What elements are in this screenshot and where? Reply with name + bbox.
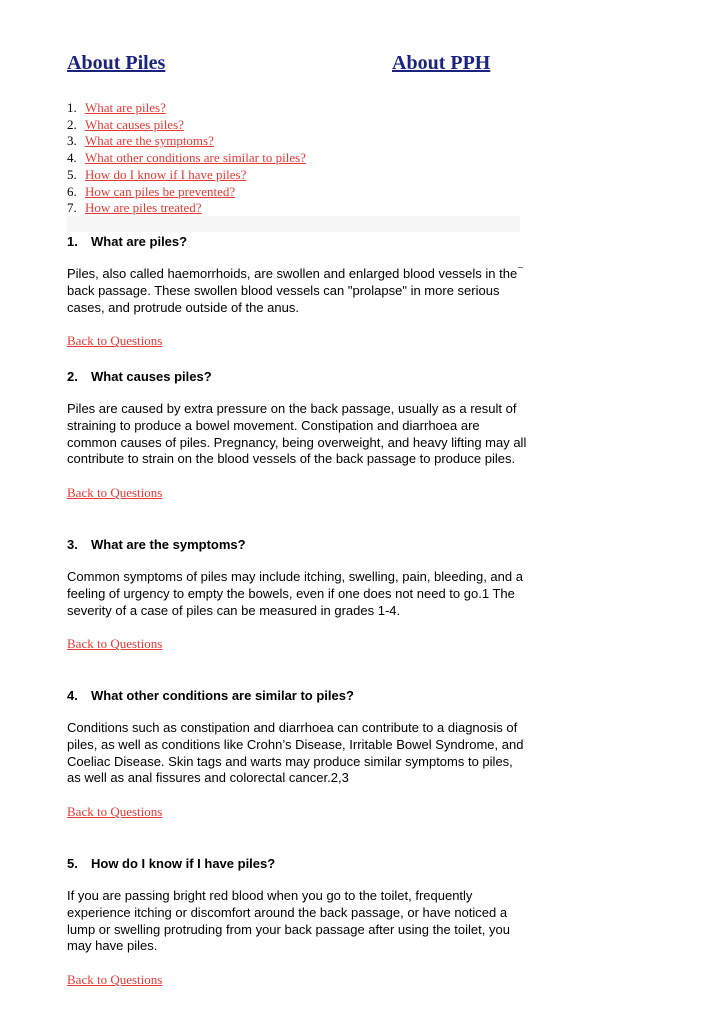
section-title: What are piles? (91, 234, 188, 249)
toc-item (67, 150, 306, 167)
back-to-questions-link[interactable]: Back to Questions (67, 804, 163, 820)
back-to-questions-link[interactable]: Back to Questions (67, 333, 163, 349)
about-pph-link[interactable]: About PPH (392, 52, 491, 74)
section-body: Conditions such as constipation and diarrhoea can contribute to a diagnosis of piles, as well as conditions like Crohn’s Disease, Irritable Bowel Syndrome, and Coeliac Disease. Skin tags and warts may produce similar symptoms to piles, as well as anal fissures and colorectal cancer.2,3 (67, 720, 524, 786)
section-number: 4. (67, 688, 78, 703)
toc-link[interactable]: What causes piles? (85, 116, 184, 132)
toc-number: 4. (67, 150, 77, 166)
section-number: 1. (67, 234, 78, 249)
section-heading (67, 233, 527, 250)
section-symptoms (67, 536, 527, 653)
toc-link[interactable]: How are piles treated? (85, 200, 202, 216)
section-title: What causes piles? (91, 369, 212, 384)
section-what-are-piles (67, 233, 527, 350)
section-number: 2. (67, 369, 78, 384)
toc-link[interactable]: How can piles be prevented? (85, 183, 236, 199)
section-heading (67, 536, 527, 553)
back-to-questions-link[interactable]: Back to Questions (67, 972, 163, 988)
toc-number: 3. (67, 133, 77, 149)
section-title: How do I know if I have piles? (91, 856, 276, 871)
section-heading (67, 687, 527, 704)
section-title: What are the symptoms? (91, 537, 246, 552)
toc-number: 1. (67, 100, 77, 115)
toc-item (67, 117, 306, 134)
about-piles-link[interactable]: About Piles (67, 52, 166, 74)
section-heading (67, 855, 527, 872)
toc-link[interactable]: What are piles? (85, 100, 166, 115)
toc-item (67, 167, 306, 184)
toc-number: 2. (67, 116, 77, 132)
toc-number: 6. (67, 183, 77, 199)
divider-band (67, 216, 520, 232)
toc-item (67, 184, 306, 201)
section-how-do-i-know (67, 855, 527, 989)
section-title: What other conditions are similar to piles? (91, 688, 354, 703)
toc-item (67, 100, 306, 117)
toc-item (67, 200, 306, 217)
back-to-questions-link[interactable]: Back to Questions (67, 636, 163, 652)
toc-link[interactable]: How do I know if I have piles? (85, 166, 247, 182)
section-body: Piles, also called haemorrhoids, are swollen and enlarged blood vessels in the back passage. These swollen blood vessels can "prolapse" in more serious cases, and protrude outside of the anus. (67, 266, 518, 315)
toc-link[interactable]: What other conditions are similar to piles? (85, 150, 306, 166)
section-heading (67, 368, 527, 385)
toc-item (67, 133, 306, 150)
section-number: 5. (67, 856, 78, 871)
section-number: 3. (67, 537, 78, 552)
section-body: Piles are caused by extra pressure on the back passage, usually as a result of straining to produce a bowel movement. Constipation and diarrhoea are common causes of piles. Pregnancy, being overweight, and heavy lifting may all contribute to strain on the blood vessels of the back passage to produce piles. (67, 401, 527, 467)
toc-link[interactable]: What are the symptoms? (85, 133, 214, 149)
questions-list (67, 100, 306, 217)
section-body: If you are passing bright red blood when you go to the toilet, frequently experience itching or discomfort around the back passage, or have noticed a lump or swelling protruding from your back passage after using the toilet, you may have piles. (67, 888, 510, 954)
toc-number: 7. (67, 200, 77, 216)
section-body: Common symptoms of piles may include itching, swelling, pain, bleeding, and a feeling of urgency to empty the bowels, even if one does not need to go.1 The severity of a case of piles can be measured in grades 1-4. (67, 569, 523, 618)
toc-number: 5. (67, 166, 77, 182)
section-similar-conditions (67, 687, 527, 821)
back-to-questions-link[interactable]: Back to Questions (67, 485, 163, 501)
section-what-causes-piles (67, 368, 527, 502)
